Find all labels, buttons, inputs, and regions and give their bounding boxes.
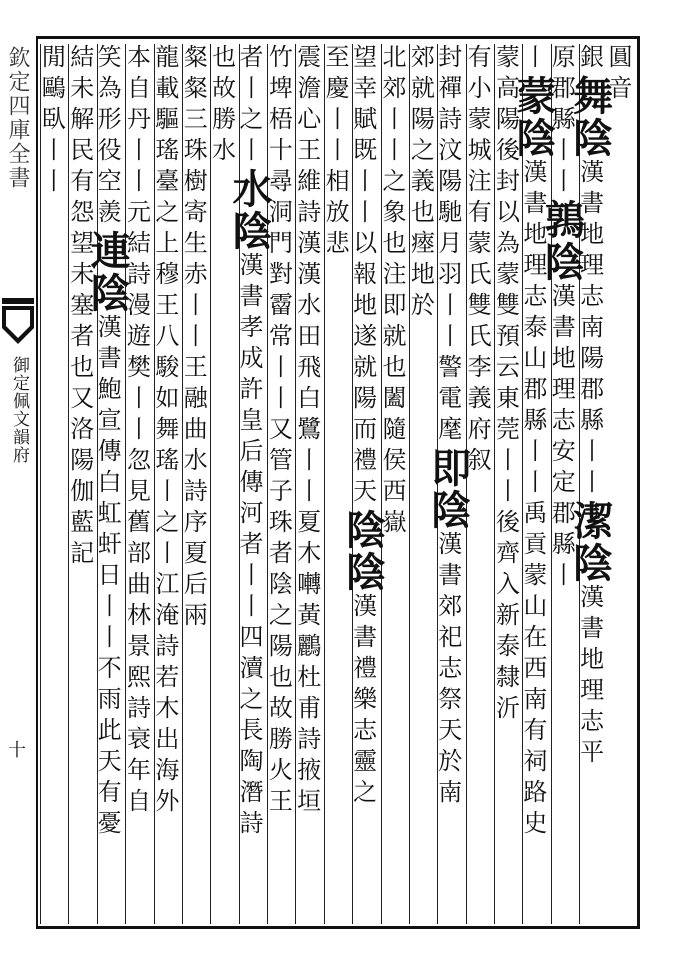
text-column [207,44,239,924]
text-column [538,44,586,924]
text-column [37,44,69,924]
top-border-rule [36,36,640,39]
text-column [491,44,523,924]
entry-text: 漢書鮑宣傳白虹虷日丨丨不雨此天有憂 [93,314,122,841]
text-column [377,44,410,924]
entry-text: 丨 [518,44,547,75]
entry-text: 笑為形役空羨 [93,44,122,230]
entry-headword: 水陰 [226,168,274,252]
text-column [65,44,97,924]
entry-headword: 潔陰 [566,500,614,584]
entry-text: 龍載驅瑤臺之上穆王八駿如舞瑤丨之丨江淹詩若木出海外 [150,44,179,819]
entry-text: 漢書地理志南陽郡縣丨丨 [575,159,604,500]
entry-text: 銀 [575,44,604,75]
bottom-border-rule [36,926,640,929]
entry-text: 漢書地理志平 [575,584,604,770]
entry-text: 望幸賦既丨丨以報地遂就陽而禮天 [348,44,377,509]
book-title: 御定佩文韻府 [9,356,29,464]
entry-text: 至慶丨丨相放悲 [321,44,350,261]
entry-headword: 陰陰 [339,509,387,593]
entry-text: 北郊丨丨之象也注即就也闔隨侯西嶽 [377,44,406,540]
text-column [509,44,557,924]
text-column [226,44,274,924]
entry-text: 者丨之丨 [235,44,264,168]
entry-text: 圓音 [603,44,632,106]
entry-headword: 鶉陰 [538,199,586,283]
entry-text: 震澹心王維詩漢漢水田飛白鷺丨丨夏木囀黃鸝杜甫詩掖垣 [292,44,321,819]
entry-text: 漢書郊祀志祭天於南 [433,531,462,810]
entry-text: 粲粲三珠樹寄生赤丨丨王融曲水詩序夏后兩 [179,44,208,633]
entry-text: 原郡縣丨丨 [547,44,576,199]
page-number: 十 [8,740,26,761]
text-column [321,44,353,924]
entry-text: 漢書地理志泰山郡縣丨丨禹貢蒙山在西南有祠路史 [518,159,547,841]
text-column [150,44,183,924]
text-column [179,44,211,924]
entry-text: 有小蒙城注有蒙氏雙氏李義府叙 [463,44,492,478]
text-column [292,44,324,924]
text-column [603,44,636,924]
entry-headword: 即陰 [424,447,472,531]
entry-text: 郊就陽之義也瘞地於 [406,44,435,323]
text-column [406,44,438,924]
text-column [566,44,614,924]
text-column [122,44,154,924]
entry-text: 竹埤梧十尋洞門對霤常丨丨又管子珠者陰之陽也故勝火王 [264,44,293,819]
fish-tail-mark-icon [2,298,34,348]
entry-headword: 舞陰 [566,75,614,159]
entry-text: 漢書禮樂志靈之 [348,593,377,810]
text-column [84,44,132,924]
text-column [424,44,472,924]
entry-text: 結未解民有怨望未塞者也又洛陽伽藍記 [65,44,94,571]
vertical-text-columns [37,44,636,924]
entry-text: 漢書孝成許皇后傳河者丨丨四瀆之長陶潛詩 [235,252,264,841]
right-border-rule [637,36,640,929]
page-margin-strip [0,36,34,929]
text-column [339,44,387,924]
entry-text: 漢書地理志安定郡縣丨 [547,283,576,593]
collection-title: 欽定四庫全書 [5,46,30,190]
entry-text: 本自丹丨丨元結詩漫遊樊丨丨忽見舊部曲林景熙詩衰年自 [122,44,151,819]
entry-headword: 蒙陰 [509,75,557,159]
entry-text: 也故勝水 [207,44,236,168]
entry-text: 閒鷗臥丨丨 [37,44,66,199]
entry-text: 封禪詩汶陽馳月羽丨丨警電麾 [433,44,462,447]
entry-text: 蒙高陽後封以為蒙雙預云東莞丨丨後齊入新泰隸沂 [491,44,520,726]
entry-headword: 連陰 [84,230,132,314]
